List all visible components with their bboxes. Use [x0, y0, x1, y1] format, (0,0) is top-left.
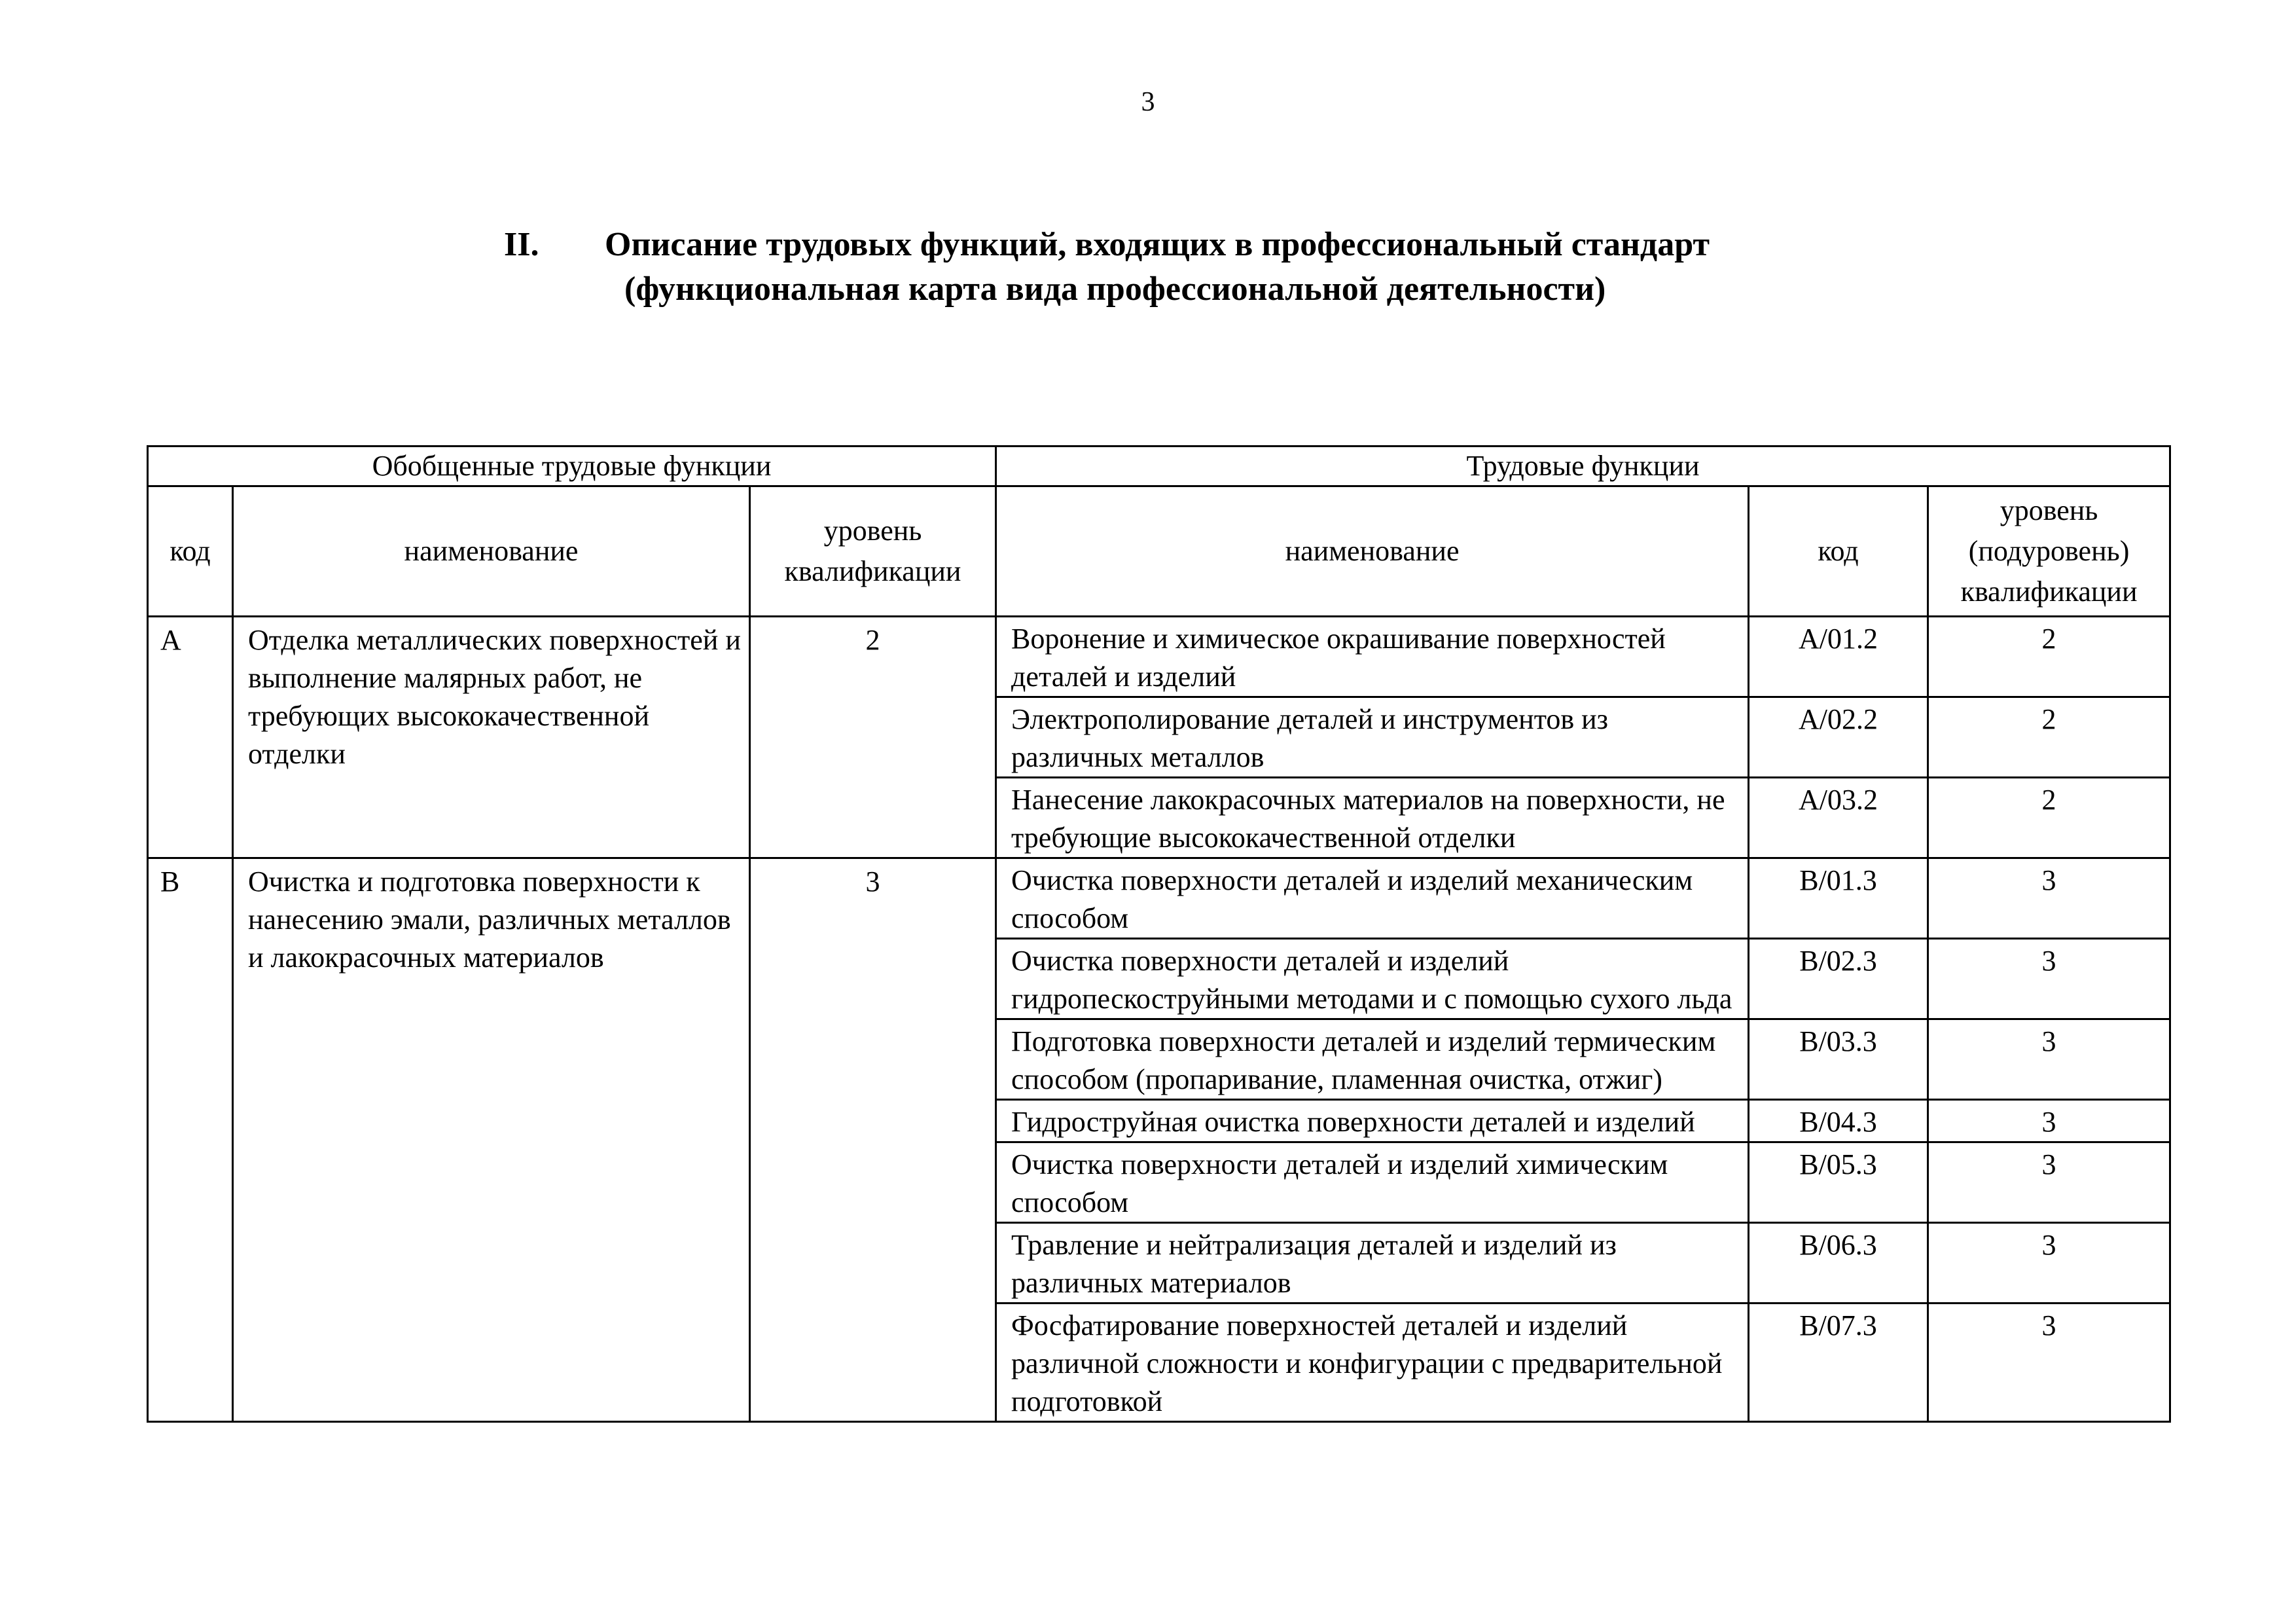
function-name: Травление и нейтрализация деталей и изделий из различных материалов [996, 1223, 1749, 1304]
group-code: B [148, 858, 233, 1422]
function-code: B/03.3 [1749, 1019, 1928, 1100]
fn-level-header: уровень (подуровень) квалификации [1928, 486, 2170, 617]
function-code: B/01.3 [1749, 858, 1928, 939]
function-level: 3 [1928, 858, 2170, 939]
function-code: B/06.3 [1749, 1223, 1928, 1304]
function-level: 3 [1928, 1019, 2170, 1100]
table-column-header-row [148, 486, 2170, 617]
table-group-header-row [148, 447, 2170, 486]
group-name: Отделка металлических поверхностей и выполнение малярных работ, не требующих высококачественной отделки [233, 617, 750, 858]
function-code: A/02.2 [1749, 697, 1928, 778]
function-name: Воронение и химическое окрашивание поверхностей деталей и изделий [996, 617, 1749, 697]
function-level: 3 [1928, 1142, 2170, 1223]
page-number: 3 [1141, 87, 1155, 117]
gen-level-header: уровень квалификации [750, 486, 996, 617]
function-name: Электрополирование деталей и инструментов из различных металлов [996, 697, 1749, 778]
function-code: B/05.3 [1749, 1142, 1928, 1223]
section-title-line-1: Описание трудовых функций, входящих в профессиональный стандарт [605, 226, 1710, 263]
section-title-line-2: (функциональная карта вида профессиональной деятельности) [624, 270, 1606, 308]
section-numeral: II. [504, 226, 539, 263]
fn-name-header: наименование [996, 486, 1749, 617]
gen-name-header: наименование [233, 486, 750, 617]
function-name: Очистка поверхности деталей и изделий гидропескоструйными методами и с помощью сухого льда [996, 939, 1749, 1019]
table-row [148, 858, 2170, 939]
function-level: 3 [1928, 1304, 2170, 1422]
labor-functions-header: Трудовые функции [996, 447, 2170, 486]
generalized-functions-header: Обобщенные трудовые функции [148, 447, 996, 486]
function-code: A/01.2 [1749, 617, 1928, 697]
function-level: 3 [1928, 1100, 2170, 1142]
function-code: B/07.3 [1749, 1304, 1928, 1422]
group-level: 2 [750, 617, 996, 858]
function-name: Подготовка поверхности деталей и изделий термическим способом (пропаривание, пламенная очистка, отжиг) [996, 1019, 1749, 1100]
function-level: 2 [1928, 697, 2170, 778]
function-level: 3 [1928, 939, 2170, 1019]
function-level: 3 [1928, 1223, 2170, 1304]
fn-code-header: код [1749, 486, 1928, 617]
function-code: B/04.3 [1749, 1100, 1928, 1142]
function-name: Очистка поверхности деталей и изделий механическим способом [996, 858, 1749, 939]
function-name: Нанесение лакокрасочных материалов на поверхности, не требующие высококачественной отделки [996, 778, 1749, 858]
gen-code-header: код [148, 486, 233, 617]
function-level: 2 [1928, 617, 2170, 697]
functional-map-table [147, 445, 2171, 1423]
group-code: A [148, 617, 233, 858]
function-level: 2 [1928, 778, 2170, 858]
function-code: A/03.2 [1749, 778, 1928, 858]
function-name: Очистка поверхности деталей и изделий химическим способом [996, 1142, 1749, 1223]
group-level: 3 [750, 858, 996, 1422]
function-name: Фосфатирование поверхностей деталей и изделий различной сложности и конфигурации с предварительной подготовкой [996, 1304, 1749, 1422]
group-name: Очистка и подготовка поверхности к нанесению эмали, различных металлов и лакокрасочных материалов [233, 858, 750, 1422]
table-row [148, 617, 2170, 697]
function-code: B/02.3 [1749, 939, 1928, 1019]
function-name: Гидроструйная очистка поверхности деталей и изделий [996, 1100, 1749, 1142]
